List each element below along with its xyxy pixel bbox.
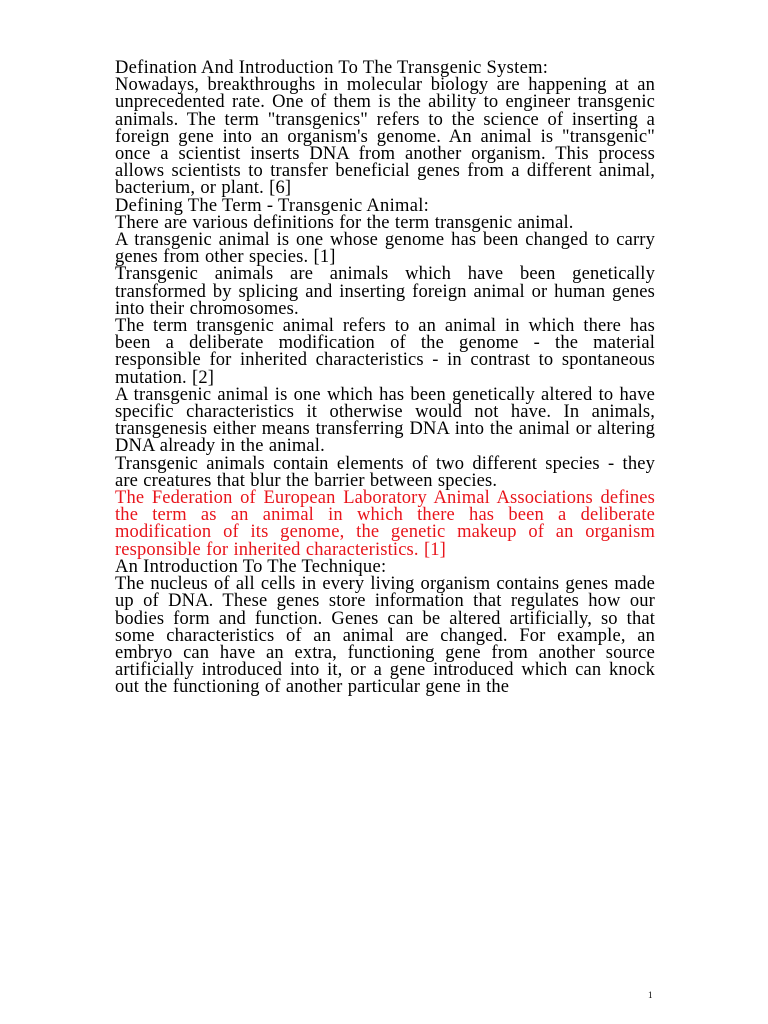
document-page [115,60,655,697]
paragraph-intro: Nowadays, breakthroughs in molecular biology are happening at an unprecedented rate. One of them is the ability to engineer transgenic animals. The term "transgenics" refers to the science of inserting a foreign gene into an organism's genome. An animal is "transgenic" once a scientist inserts DNA from another organism. This process allows scientists to transfer beneficial genes from a different animal, bacterium, or plant. [6] [115,75,655,199]
paragraph-definition-1: A transgenic animal is one whose genome has been changed to carry genes from other species. [1] [115,230,655,268]
paragraph-definition-2: Transgenic animals are animals which have been genetically transformed by splicing and inserting foreign animal or human genes into their chromosomes. [115,264,655,319]
section-heading-defining-term: Defining The Term - Transgenic Animal: [115,195,430,216]
page-number: 1 [648,990,653,1000]
section-heading-definition: Defination And Introduction To The Transgenic System: [115,58,549,78]
paragraph-various-definitions: There are various definitions for the term transgenic animal. [115,212,574,233]
paragraph-technique: The nucleus of all cells in every living organism contains genes made up of DNA. These genes store information that regulates how our bodies form and function. Genes can be altered artificially, so that some characteristics of an animal are changed. For example, an embryo can have an extra, functioning gene from another source artificially introduced into it, or a gene introduced which can knock out the functioning of another particular gene in the [115,574,655,698]
section-heading-technique: An Introduction To The Technique: [115,556,387,577]
paragraph-definition-5: Transgenic animals contain elements of two different species - they are creatures that blur the barrier between species. [115,453,655,491]
paragraph-felasa-definition: The Federation of European Laboratory Animal Associations defines the term as an animal in which there has been a deliberate modification of its genome, the genetic makeup of an organism responsible for inherited characteristics. [1] [115,488,655,560]
paragraph-definition-4: A transgenic animal is one which has been genetically altered to have specific characteristics it otherwise would not have. In animals, transgenesis either means transferring DNA into the animal or altering DNA already in the animal. [115,384,655,457]
paragraph-definition-3: The term transgenic animal refers to an animal in which there has been a deliberate modification of the genome - the material responsible for inherited characteristics - in contrast to spontaneous mutation. [2] [115,316,655,388]
